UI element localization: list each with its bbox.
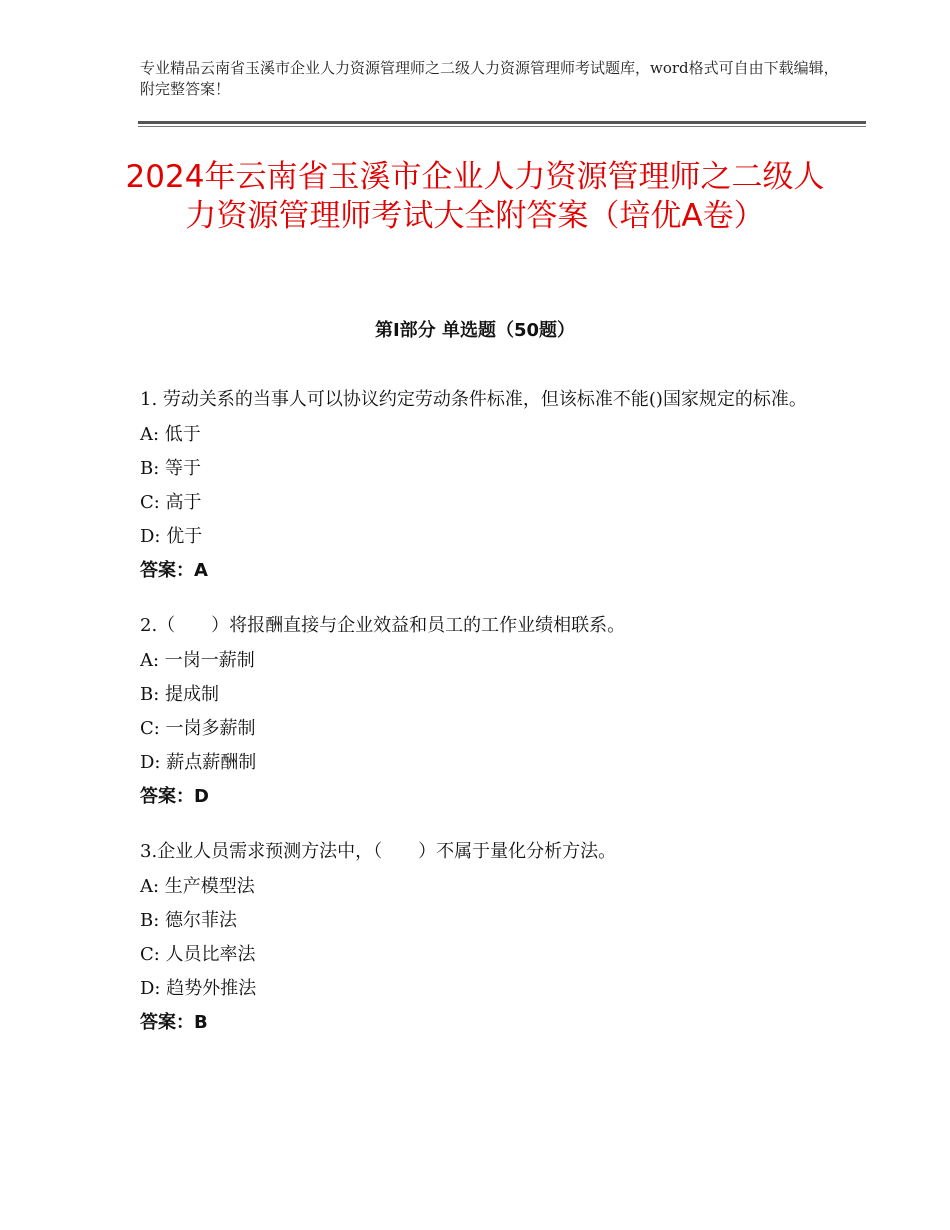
- option-d: D: 优于: [140, 526, 203, 547]
- question-stem: 3.企业人员需求预测方法中，（ ）不属于量化分析方法。: [140, 841, 617, 862]
- question-2: [140, 610, 820, 814]
- answer-line: 答案：A: [140, 560, 208, 581]
- option-a: A: 一岗一薪制: [140, 650, 255, 671]
- option-d: D: 薪点薪酬制: [140, 752, 257, 773]
- question-3: [140, 836, 820, 1040]
- answer-line: 答案：B: [140, 1012, 208, 1033]
- question-1: [140, 384, 820, 588]
- option-a: A: 生产模型法: [140, 876, 255, 897]
- option-a: A: 低于: [140, 424, 201, 445]
- document-title: 2024年云南省玉溪市企业人力资源管理师之二级人力资源管理师考试大全附答案（培优A卷）: [125, 159, 825, 234]
- option-d: D: 趋势外推法: [140, 978, 257, 999]
- option-b: B: 等于: [140, 458, 202, 479]
- option-c: C: 人员比率法: [140, 944, 256, 965]
- question-list: [140, 384, 820, 1062]
- question-stem: 1. 劳动关系的当事人可以协议约定劳动条件标准，但该标准不能()国家规定的标准。: [140, 389, 807, 410]
- answer-line: 答案：D: [140, 786, 209, 807]
- option-c: C: 高于: [140, 492, 202, 513]
- option-b: B: 提成制: [140, 684, 220, 705]
- option-c: C: 一岗多薪制: [140, 718, 256, 739]
- header-rule-thick: [138, 121, 866, 124]
- question-stem: 2.（ ）将报酬直接与企业效益和员工的工作业绩相联系。: [140, 615, 626, 636]
- section-title: 第Ⅰ部分 单选题（50题）: [374, 320, 575, 341]
- header-rule-thin: [138, 126, 866, 127]
- header-note: 专业精品云南省玉溪市企业人力资源管理师之二级人力资源管理师考试题库，word格式可自由下载编辑，附完整答案！: [140, 59, 839, 98]
- option-b: B: 德尔菲法: [140, 910, 238, 931]
